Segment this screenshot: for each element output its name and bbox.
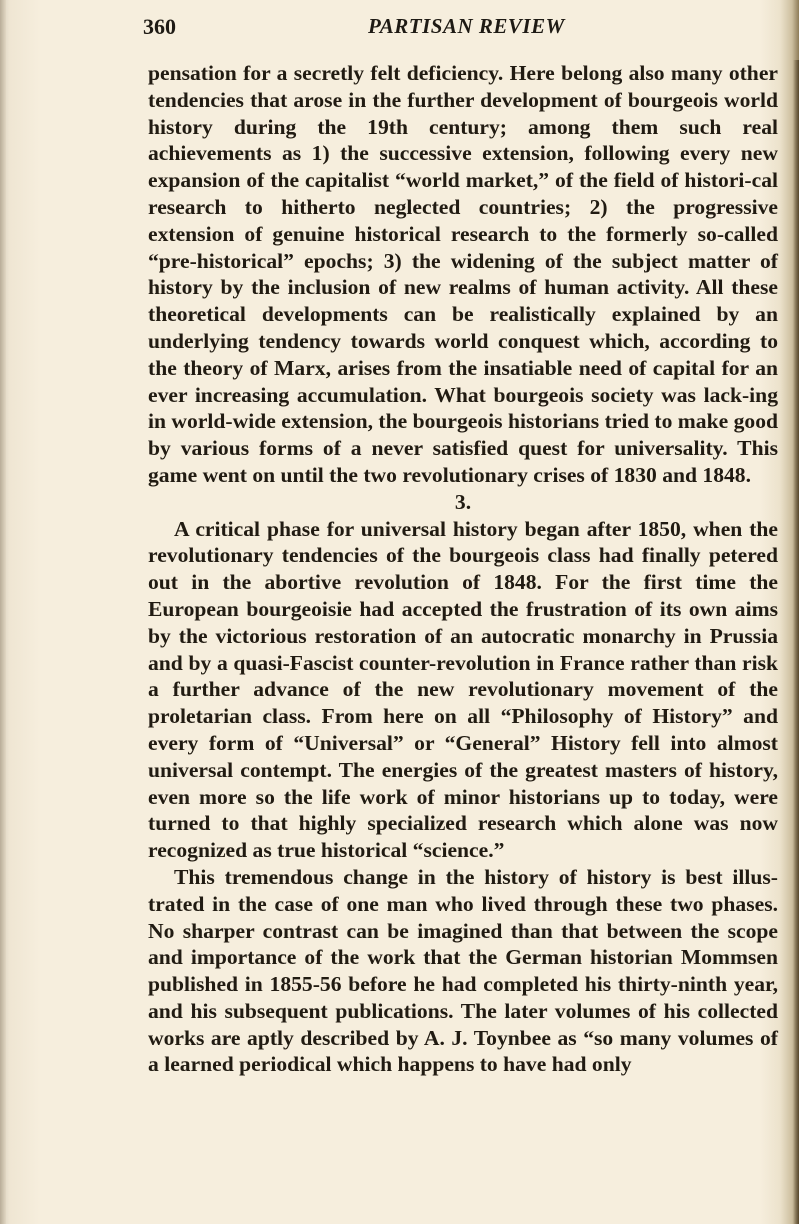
running-head: PARTISAN REVIEW <box>368 14 565 38</box>
page-edge-shadow <box>793 60 799 1224</box>
paragraph-2: A critical phase for universal history began after 1850, when the revolutionary tendencies of the bourgeois class had finally petered out in the abortive revolution of 1848. For the first time the European bourgeoisie had accepted the frustration of its own aims by the victorious restoration of an autocratic monarchy in Prussia and by a quasi-Fascist counter-revolution in France rather than risk a further advance of the new revolutionary movement of the proletarian class. From here on all “Philosophy of History” and every form of “Universal” or “General” History fell into almost universal contempt. The energies of the greatest masters of history, even more so the life work of minor historians up to today, were turned to that highly specialized research which alone was now recognized as true historical “science.” <box>148 516 778 863</box>
paragraph-1: pensation for a secretly felt deficiency. Here belong also many other tendencies that arose in the further development of bourgeois world history during the 19th century; among them such real achievements as 1) the successive extension, following every new expansion of the capitalist “world market,” of the field of histori-cal research to hitherto neglected countries; 2) the progressive extension of genuine historical research to the formerly so-called “pre-historical” epochs; 3) the widening of the subject matter of history by the inclusion of new realms of human activity. All these theoretical developments can be realistically explained by an underlying tendency towards world conquest which, according to the theory of Marx, arises from the insatiable need of capital for an ever increasing accumulation. What bourgeois society was lack-ing in world-wide extension, the bourgeois historians tried to make good by various forms of a never satisfied quest for universality. This game went on until the two revolutionary crises of 1830 and 1848. <box>148 61 778 487</box>
section-number: 3. <box>454 489 472 514</box>
body-text <box>148 60 778 1078</box>
paragraph-3: This tremendous change in the history of history is best illus-trated in the case of one man who lived through these two phases. No sharper contrast can be imagined than that between the scope and importance of the work that the German historian Mommsen published in 1855-56 before he had completed his thirty-ninth year, and his subsequent publications. The later volumes of his collected works are aptly described by A. J. Toynbee as “so many volumes of a learned periodical which happens to have had only <box>148 864 778 1077</box>
page-header <box>143 14 783 44</box>
page-number: 360 <box>143 14 176 39</box>
book-gutter <box>0 0 6 1224</box>
